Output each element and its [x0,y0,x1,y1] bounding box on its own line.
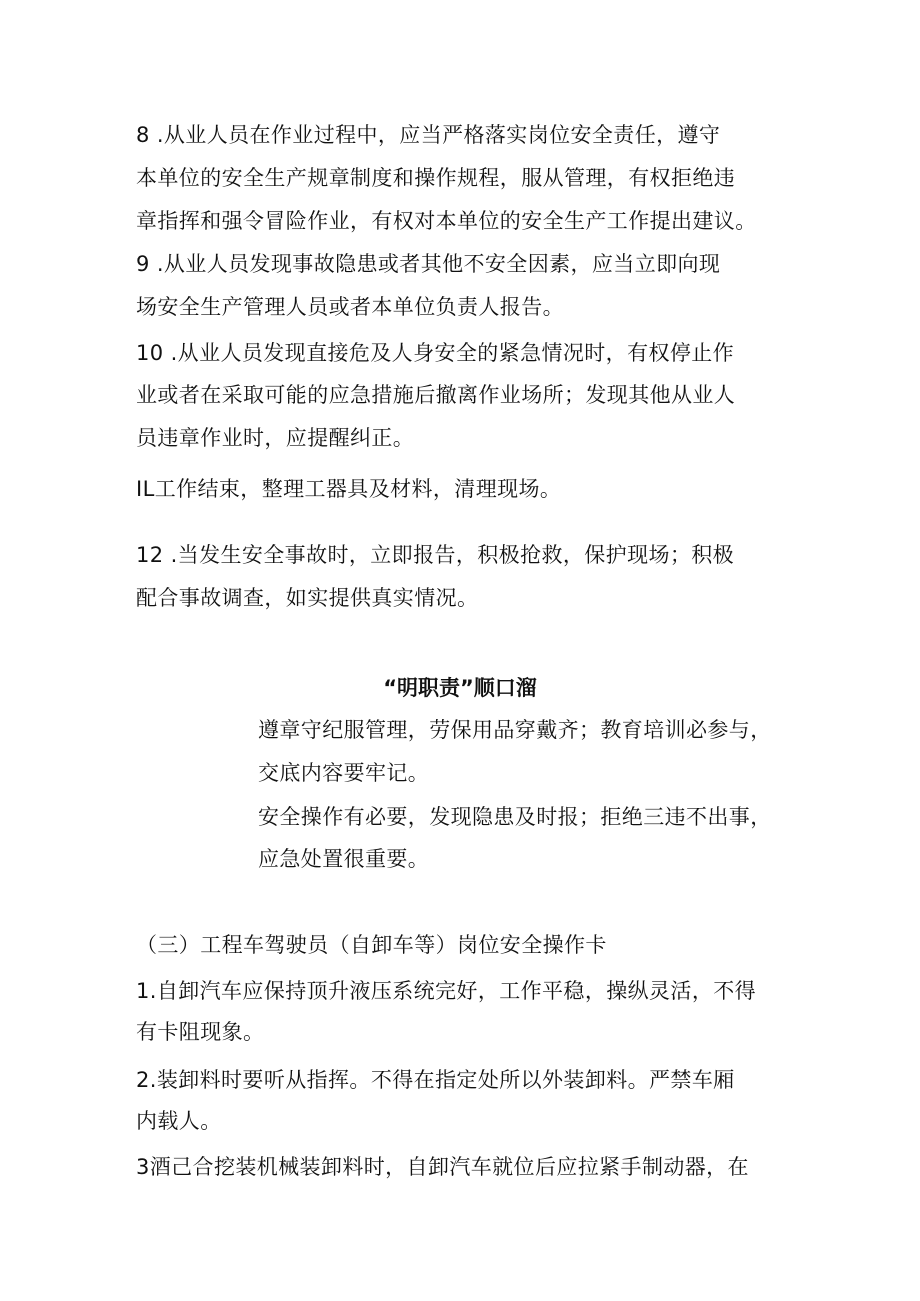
section-3-item-1-line-1: 1.自卸汽车应保持顶升液压系统完好，工作平稳，操纵灵活，不得 [136,979,757,1003]
item-11-line-1: IL工作结束，整理工器具及材料，清理现场。 [136,477,562,501]
section-3-item-1-line-2: 有卡阻现象。 [136,1020,265,1044]
rhyme-line-4: 应急处置很重要。 [258,847,430,871]
item-12-line-1: 12 .当发生安全事故时，立即报告，积极抢救，保护现场；积极 [136,543,735,567]
section-3-item-3-line-1: 3酒己合挖装机械装卸料时，自卸汽车就位后应拉紧手制动器，在 [136,1155,749,1179]
item-9-line-2: 场安全生产管理人员或者本单位负责人报告。 [136,295,564,319]
item-8-line-3: 章指挥和强令冒险作业，有权对本单位的安全生产工作提出建议。 [136,209,757,233]
item-10-line-3: 员违章作业时，应提醒纠正。 [136,426,415,450]
item-9-line-1: 9 .从业人员发现事故隐患或者其他不安全因素，应当立即向现 [136,252,721,276]
section-3-item-2-line-1: 2.装卸料时要听从指挥。不得在指定处所以外装卸料。严禁车厢 [136,1068,735,1092]
rhyme-line-2: 交底内容要牢记。 [258,761,430,785]
section-3-item-2-line-2: 内载人。 [136,1109,222,1133]
rhyme-line-3: 安全操作有必要，发现隐患及时报；拒绝三违不出事， [258,805,772,829]
item-8-line-1: 8 .从业人员在作业过程中，应当严格落实岗位安全责任，遵守 [136,123,721,147]
section-3-heading: （三）工程车驾驶员（自卸车等）岗位安全操作卡 [136,933,607,957]
item-10-line-2: 业或者在采取可能的应急措施后撤离作业场所；发现其他从业人 [136,383,736,407]
rhyme-title: “明职责”顺口溜 [383,676,537,700]
item-10-line-1: 10 .从业人员发现直接危及人身安全的紧急情况时，有权停止作 [136,341,735,365]
item-12-line-2: 配合事故调查，如实提供真实情况。 [136,586,479,610]
rhyme-line-1: 遵章守纪服管理，劳保用品穿戴齐；教育培训必参与， [258,718,772,742]
item-8-line-2: 本单位的安全生产规章制度和操作规程，服从管理，有权拒绝违 [136,166,736,190]
